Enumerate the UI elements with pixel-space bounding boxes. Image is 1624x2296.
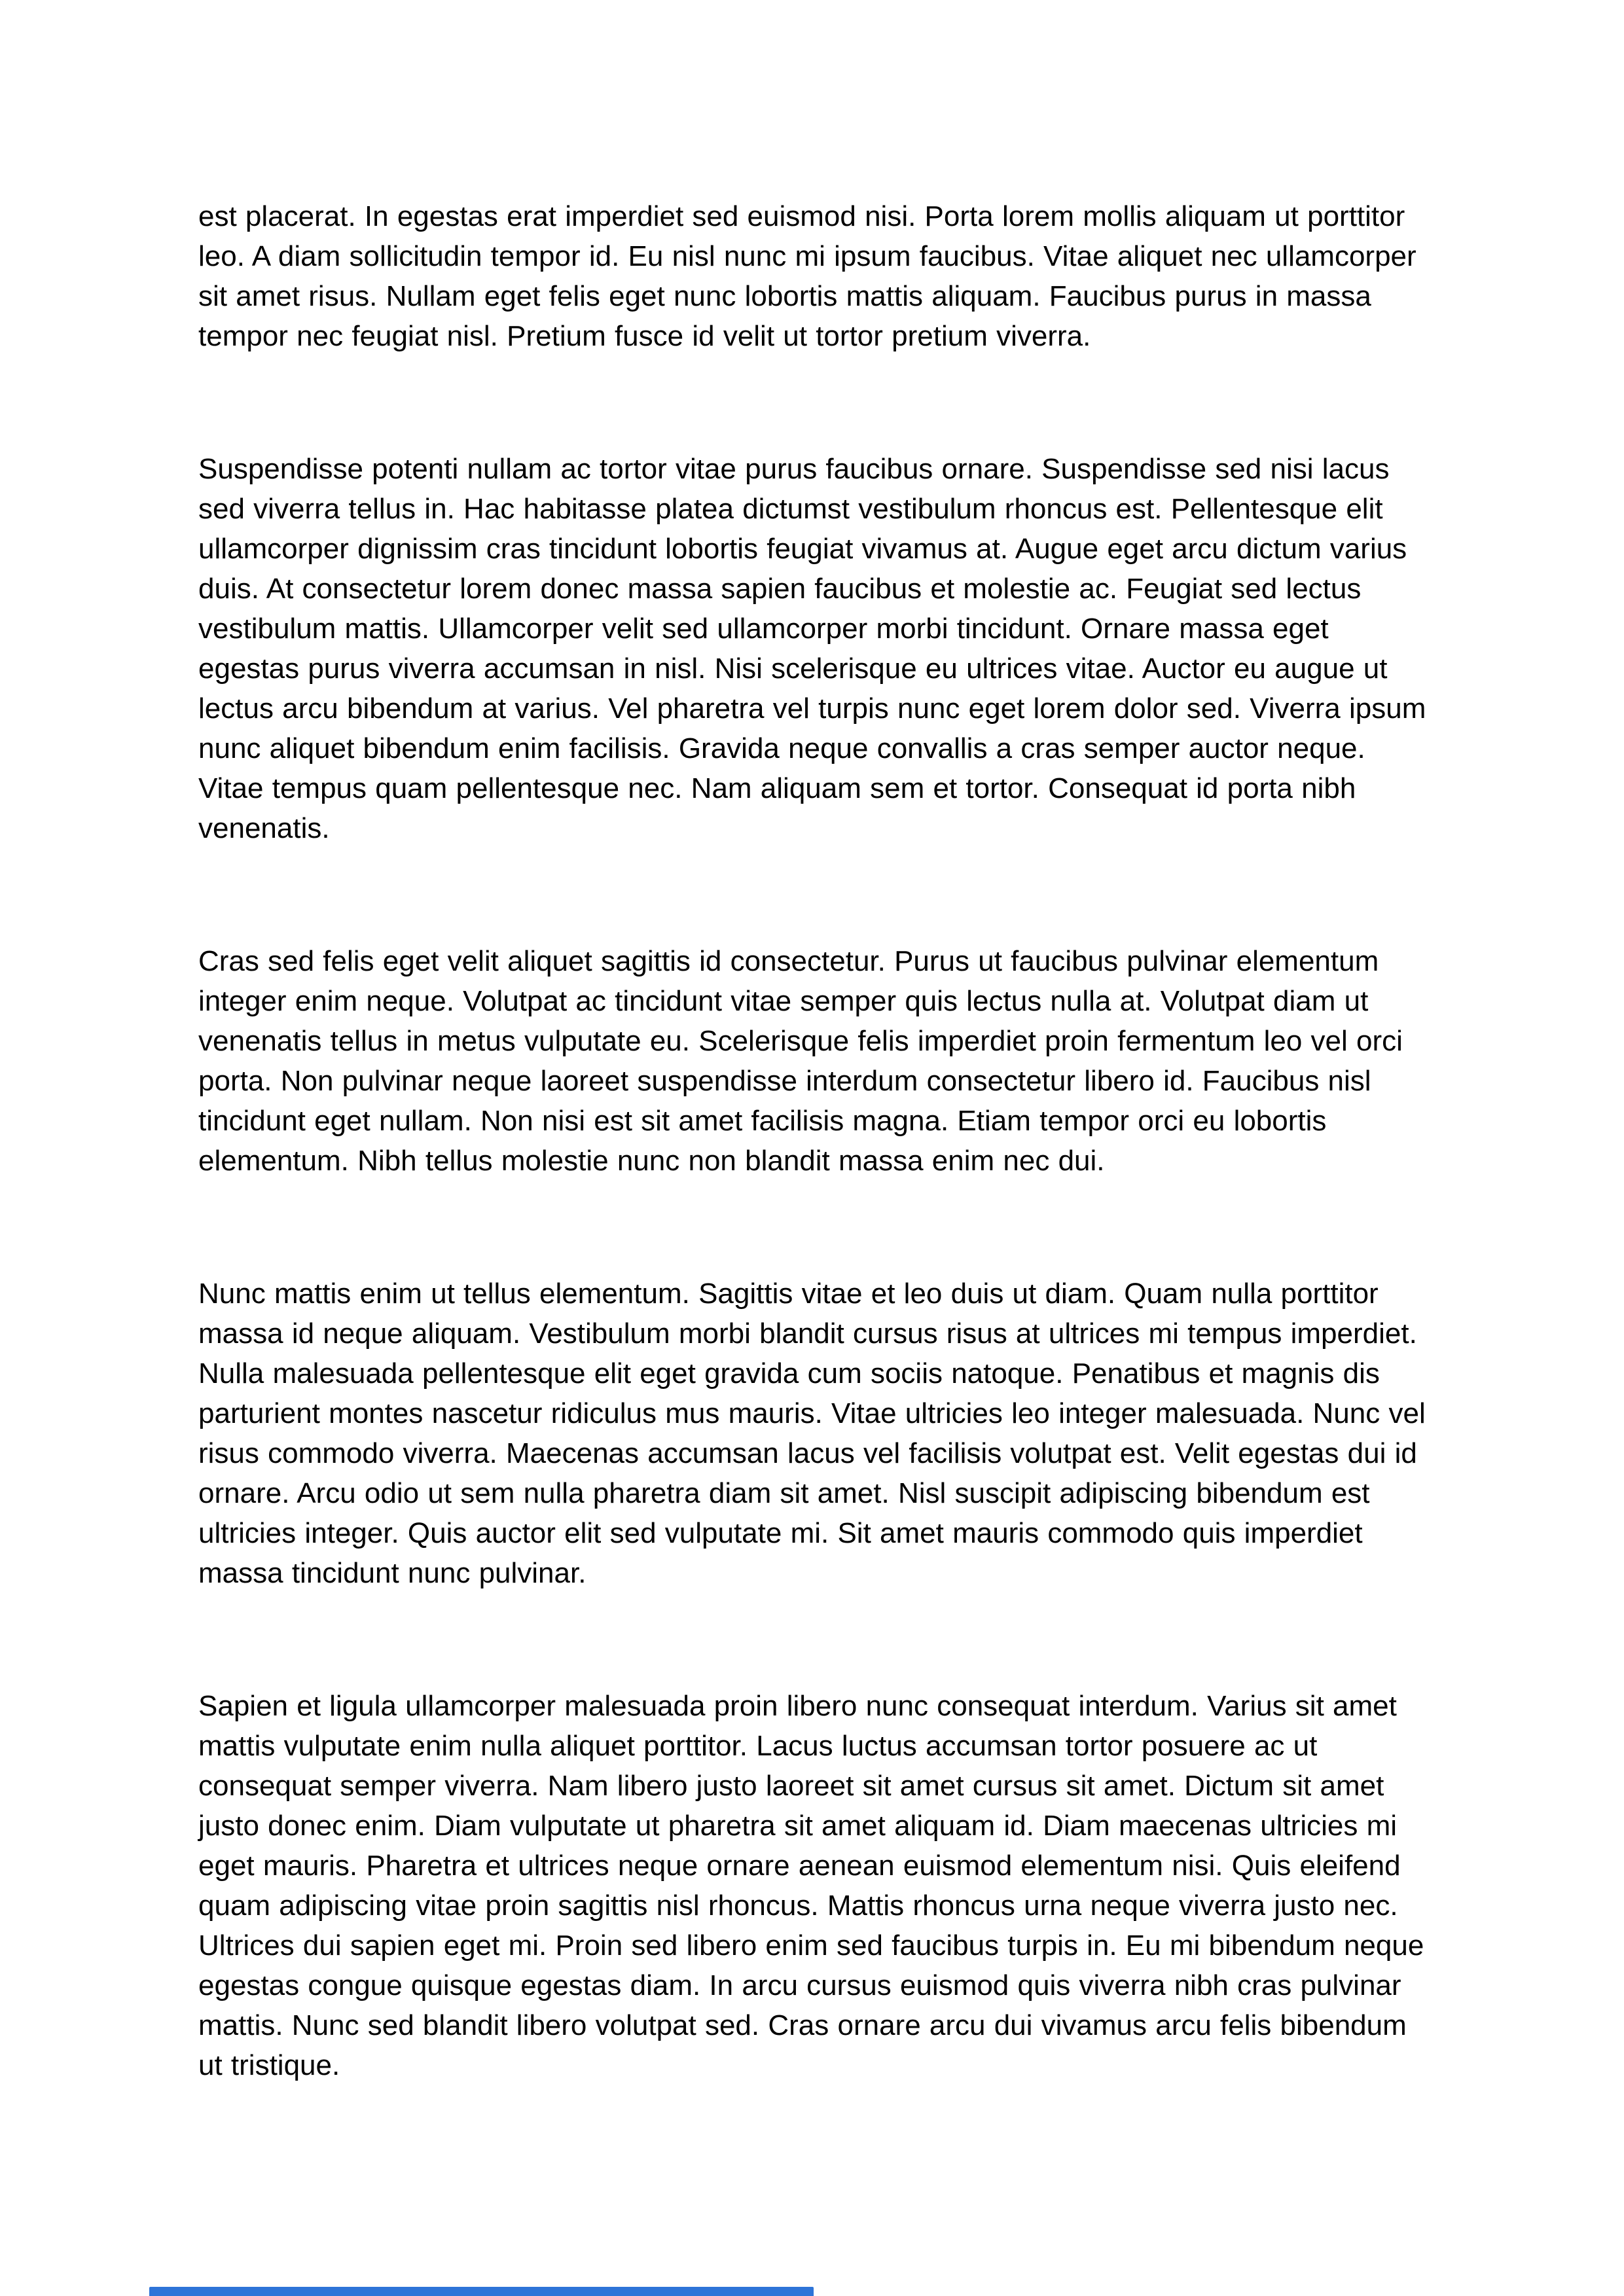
paragraph: Cras sed felis eget velit aliquet sagittis id consectetur. Purus ut faucibus pulvinar elementum integer enim neque. Volutpat ac tincidunt vitae semper quis lectus nulla at. Volutpat diam ut venenatis tellus in metus vulputate eu. Scelerisque felis imperdiet proin fermentum leo vel orci porta. Non pulvinar neque laoreet suspendisse interdum consectetur libero id. Faucibus nisl tincidunt eget nullam. Non nisi est sit amet facilisis magna. Etiam tempor orci eu lobortis elementum. Nibh tellus molestie nunc non blandit massa enim nec dui. — [198, 945, 1403, 1177]
bottom-bar-fragment[interactable] — [149, 2287, 814, 2296]
paragraph: Suspendisse potenti nullam ac tortor vitae purus faucibus ornare. Suspendisse sed nisi lacus sed viverra tellus in. Hac habitasse platea dictumst vestibulum rhoncus est. Pellentesque elit ullamcorper dignissim cras tincidunt lobortis feugiat vivamus at. Augue eget arcu dictum varius duis. At consectetur lorem donec massa sapien faucibus et molestie ac. Feugiat sed lectus vestibulum mattis. Ullamcorper velit sed ullamcorper morbi tincidunt. Ornare massa eget egestas purus viverra accumsan in nisl. Nisi scelerisque eu ultrices vitae. Auctor eu augue ut lectus arcu bibendum at varius. Vel pharetra vel turpis nunc eget lorem dolor sed. Viverra ipsum nunc aliquet bibendum enim facilisis. Gravida neque convallis a cras semper auctor neque. Vitae tempus quam pellentesque nec. Nam aliquam sem et tortor. Consequat id porta nibh venenatis. — [198, 453, 1426, 844]
text-content — [198, 196, 1435, 2178]
paragraph: est placerat. In egestas erat imperdiet sed euismod nisi. Porta lorem mollis aliquam ut porttitor leo. A diam sollicitudin tempor id. Eu nisl nunc mi ipsum faucibus. Vitae aliquet nec ullamcorper sit amet risus. Nullam eget felis eget nunc lobortis mattis aliquam. Faucibus purus in massa tempor nec feugiat nisl. Pretium fusce id velit ut tortor pretium viverra. — [198, 200, 1416, 352]
paragraph: Sapien et ligula ullamcorper malesuada proin libero nunc consequat interdum. Varius sit amet mattis vulputate enim nulla aliquet porttitor. Lacus luctus accumsan tortor posuere ac ut consequat semper viverra. Nam libero justo laoreet sit amet cursus sit amet. Dictum sit amet justo donec enim. Diam vulputate ut pharetra sit amet aliquam id. Diam maecenas ultricies mi eget mauris. Pharetra et ultrices neque ornare aenean euismod elementum nisi. Quis eleifend quam adipiscing vitae proin sagittis nisl rhoncus. Mattis rhoncus urna neque viverra justo nec. Ultrices dui sapien eget mi. Proin sed libero enim sed faucibus turpis in. Eu mi bibendum neque egestas congue quisque egestas diam. In arcu cursus euismod quis viverra nibh cras pulvinar mattis. Nunc sed blandit libero volutpat sed. Cras ornare arcu dui vivamus arcu felis bibendum ut tristique. — [198, 1690, 1424, 2081]
paragraph: Nunc mattis enim ut tellus elementum. Sagittis vitae et leo duis ut diam. Quam nulla porttitor massa id neque aliquam. Vestibulum morbi blandit cursus risus at ultrices mi tempus imperdiet. Nulla malesuada pellentesque elit eget gravida cum sociis natoque. Penatibus et magnis dis parturient montes nascetur ridiculus mus mauris. Vitae ultricies leo integer malesuada. Nunc vel risus commodo viverra. Maecenas accumsan lacus vel facilisis volutpat est. Velit egestas dui id ornare. Arcu odio ut sem nulla pharetra diam sit amet. Nisl suscipit adipiscing bibendum est ultricies integer. Quis auctor elit sed vulputate mi. Sit amet mauris commodo quis imperdiet massa tincidunt nunc pulvinar. — [198, 1278, 1426, 1589]
